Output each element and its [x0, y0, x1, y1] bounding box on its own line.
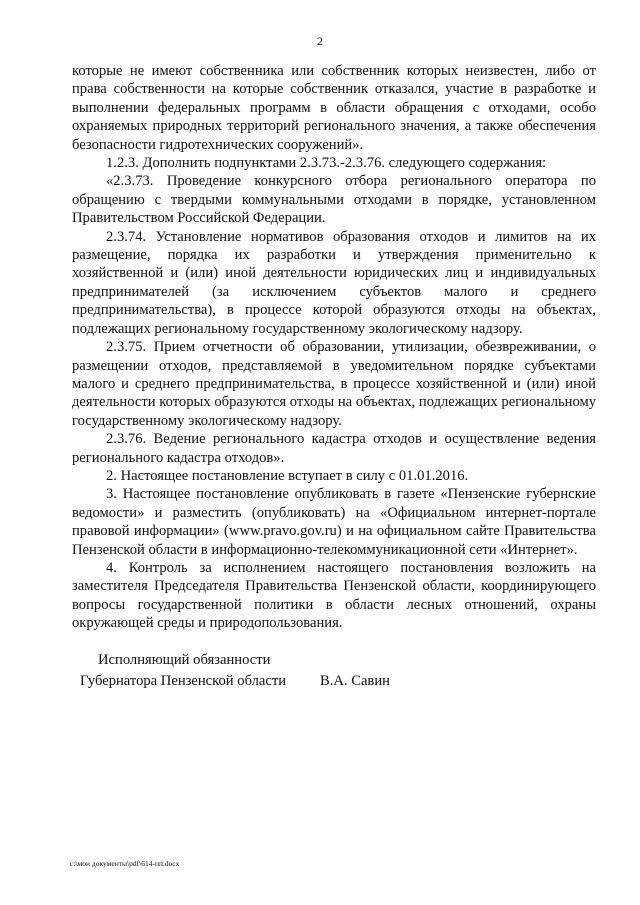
- paragraph-3: 3. Настоящее постановление опубликовать в газете «Пензенские губернские ведомости» и разместить (опубликовать) на «Официальном интернет-портале правовой информации» (www.pravo.gov.ru) и на официальном сайте Правительства Пензенской области в информационно-телекоммуникационной сети «Интернет».: [72, 486, 596, 558]
- paragraph-2: 2. Настоящее постановление вступает в силу с 01.01.2016.: [106, 467, 469, 484]
- document-body: [72, 62, 596, 633]
- page-number: 2: [317, 34, 323, 48]
- paragraph-1-2-3: 1.2.3. Дополнить подпунктами 2.3.73.-2.3.76. следующего содержания:: [106, 155, 547, 172]
- paragraph-continuation: которые не имеют собственника или собственник которых неизвестен, либо от права собственности на которые собственник отказался, участие в разработке и выполнении федеральных программ в области обращения с отходами, особо охраняемых природных территорий регионального значения, а также обеспечения безопасности гидротехнических сооружений».: [72, 63, 596, 153]
- signatory-role-line-2: Губернатора Пензенской области: [80, 673, 287, 689]
- paragraph-2-3-74: 2.3.74. Установление нормативов образования отходов и лимитов на их размещение, порядка их разработки и утверждения применительно к хозяйственной и (или) иной деятельности юридических лиц и индивидуальных предпринимателей (за исключением субъектов малого и среднего предпринимательства), в процессе которой образуются отходы на объектах, подлежащих региональному государственному экологическому надзору.: [72, 228, 596, 337]
- paragraph-2-3-76: 2.3.76. Ведение регионального кадастра отходов и осуществление ведения регионального кадастра отходов».: [72, 431, 596, 466]
- paragraph-2-3-73: «2.3.73. Проведение конкурсного отбора регионального оператора по обращению с твердыми коммунальными отходами в порядке, установленном Правительством Российской Федерации.: [72, 173, 596, 227]
- paragraph-4: 4. Контроль за исполнением настоящего постановления возложить на заместителя Председателя Правительства Пензенской области, координирующего вопросы государственной политики в области лесных отношений, охраны окружающей среды и природопользования.: [72, 559, 596, 632]
- file-path-footer: c:\мои документы\pdf\614-пп.docx: [70, 859, 180, 868]
- paragraph-2-3-75: 2.3.75. Прием отчетности об образовании, утилизации, обезвреживании, о размещении отходов, представляемой в уведомительном порядке субъектами малого и среднего предпринимательства, в процессе хозяйственной и (или) иной деятельности которых образуются отходы на объектах, подлежащих региональному государственному экологическому надзору.: [72, 339, 596, 429]
- signatory-role-line-1: Исполняющий обязанности: [98, 652, 271, 668]
- signatory-name: В.А. Савин: [320, 673, 390, 689]
- signature-block: [80, 650, 500, 692]
- signatory-line-2: [80, 671, 500, 692]
